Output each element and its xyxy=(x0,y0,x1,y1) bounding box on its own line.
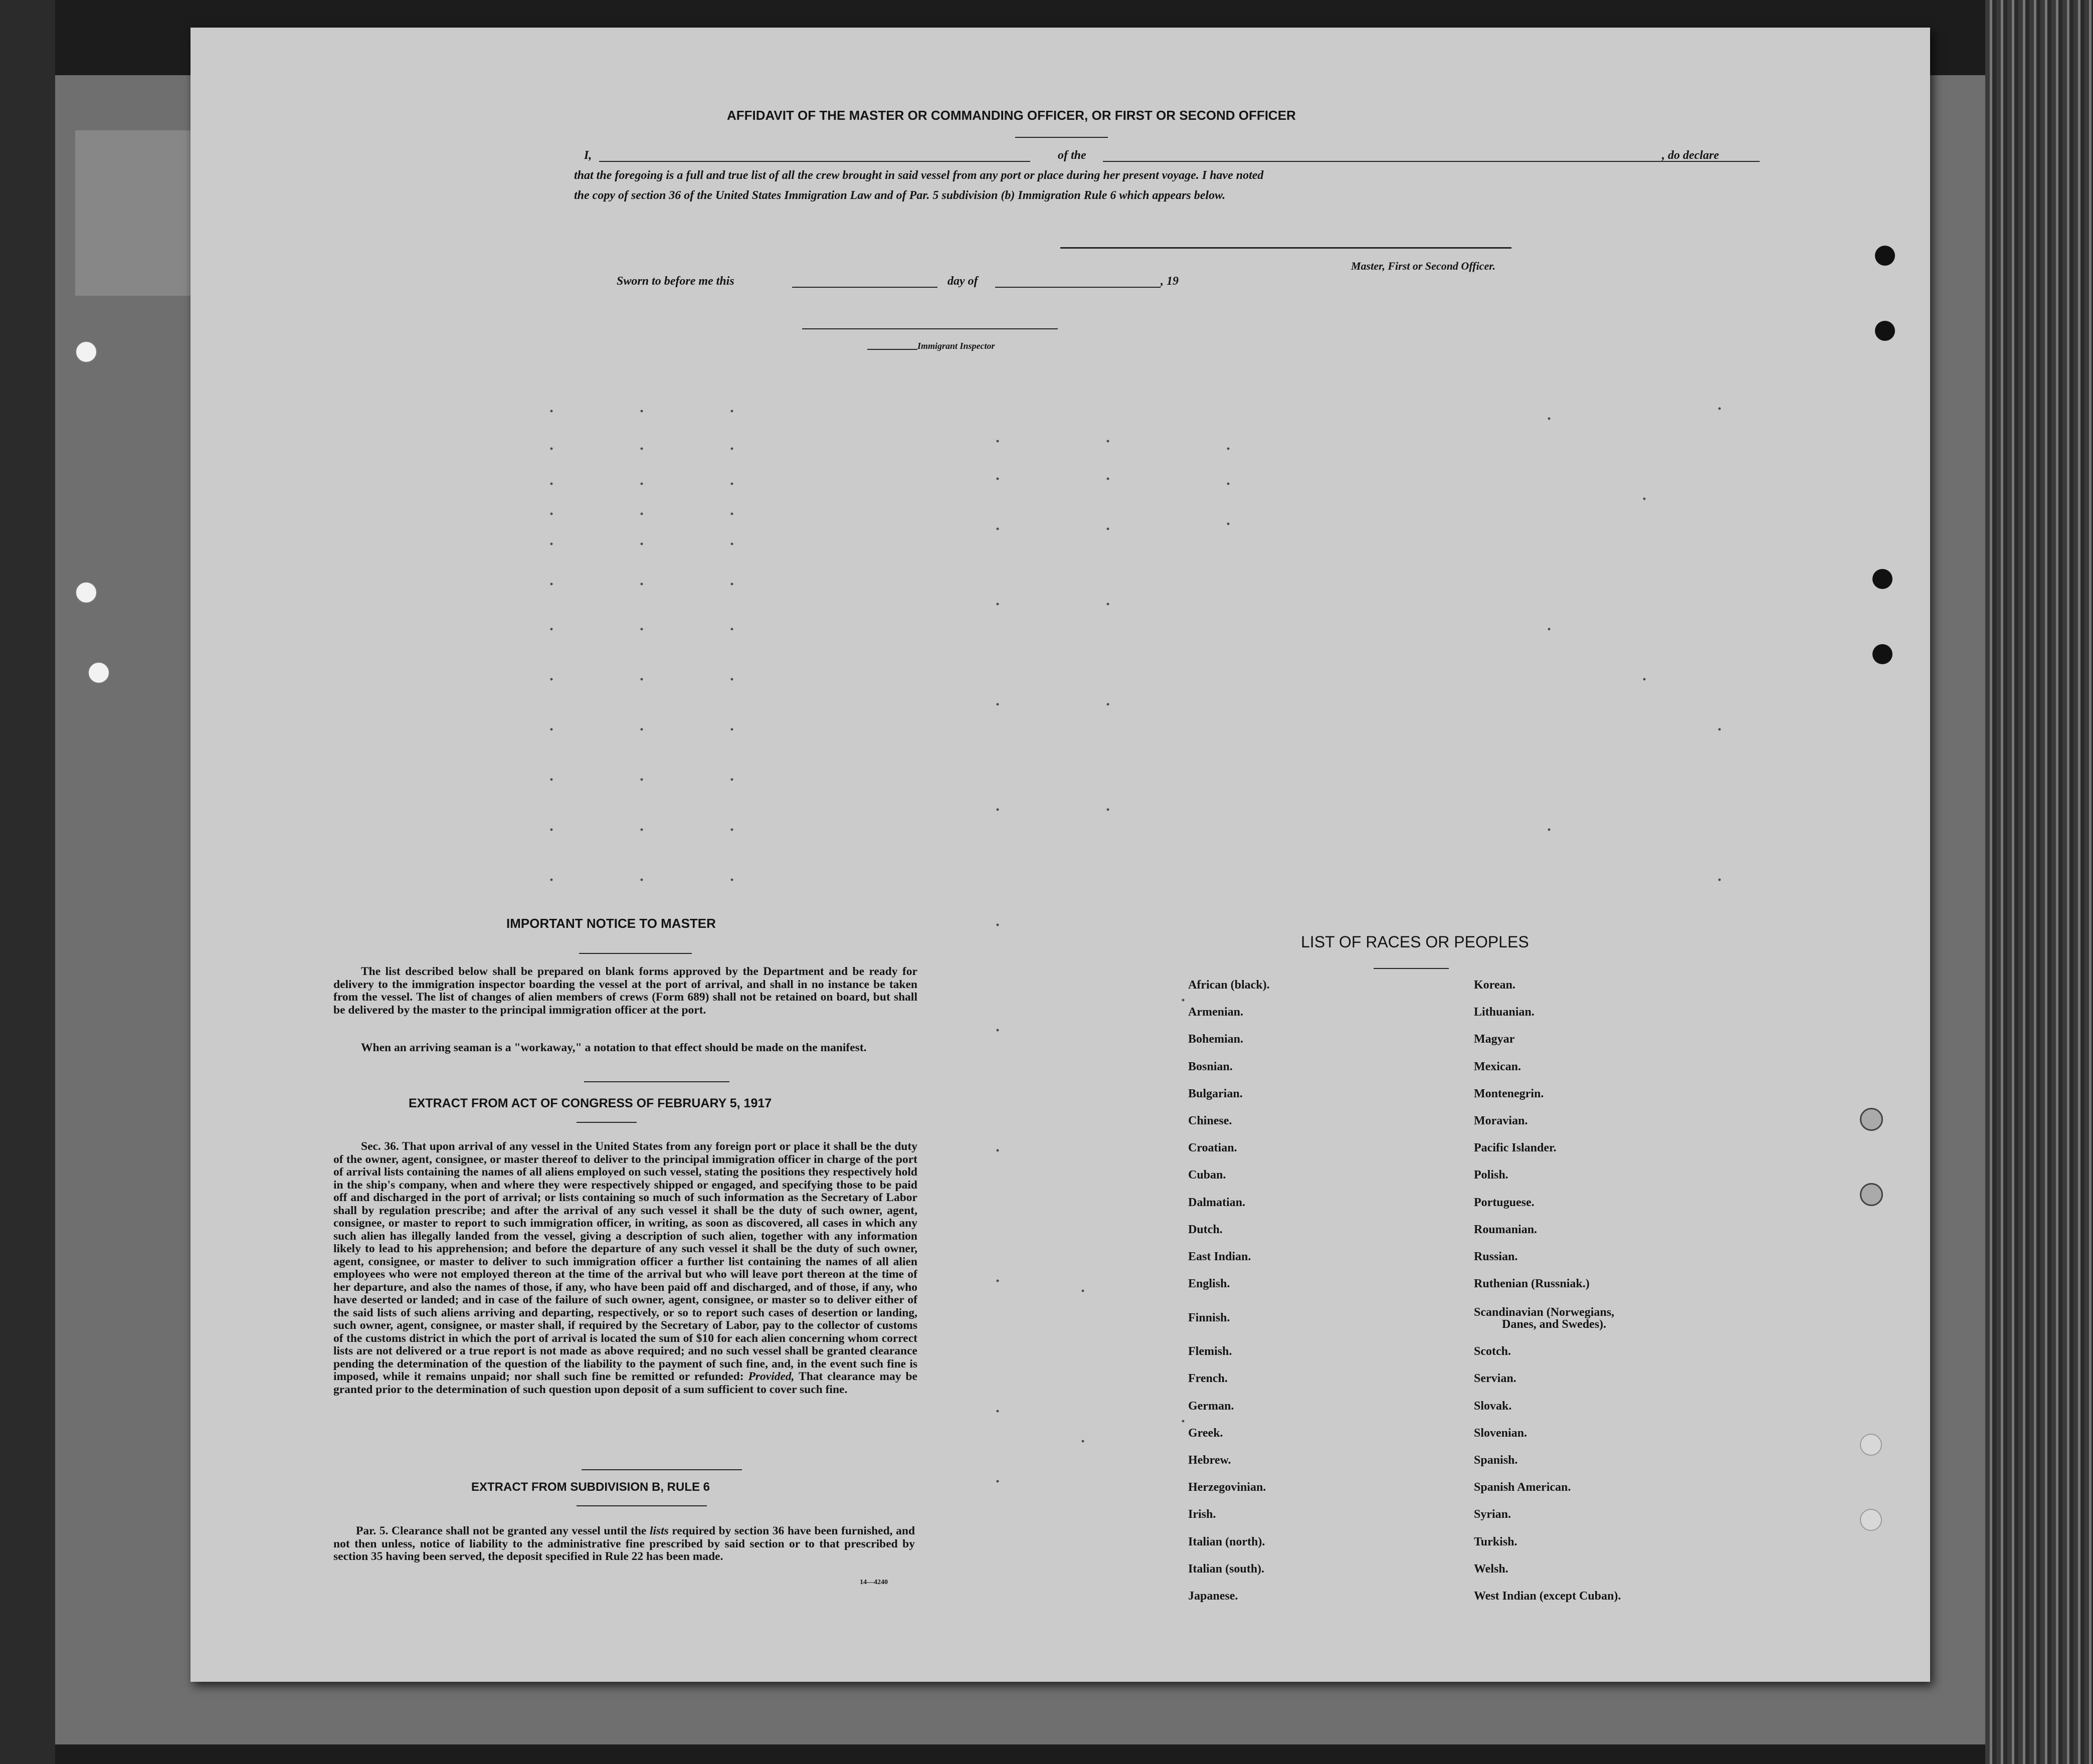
race-item: East Indian. xyxy=(1188,1250,1251,1263)
race-item: German. xyxy=(1188,1399,1234,1413)
notice-paragraph-1: The list described below shall be prepared on blank forms approved by the Department and be ready for delivery to the immigration inspector boarding the vessel at the port of arrival, and shall in no instance be taken from the vessel. The list of changes of alien members of crews (Form 689) shall not be retained on board, but shall be delivered by the master to the principal immigration officer at the port. xyxy=(333,965,917,1017)
left-margin-strip xyxy=(0,0,55,1764)
races-underline xyxy=(1374,968,1449,969)
race-item: Croatian. xyxy=(1188,1141,1237,1155)
act-underline xyxy=(577,1122,637,1123)
race-item: Bulgarian. xyxy=(1188,1087,1243,1100)
affidavit-line-3: the copy of section 36 of the United States Immigration Law and of Par. 5 subdivision (b) Immigration Rule 6 which appears below. xyxy=(574,189,1226,202)
rule-extract-title: EXTRACT FROM SUBDIVISION B, RULE 6 xyxy=(471,1480,710,1494)
race-item: Syrian. xyxy=(1474,1508,1511,1521)
race-item: Magyar xyxy=(1474,1033,1515,1046)
signature-label: Master, First or Second Officer. xyxy=(1351,260,1496,272)
bleed-through-marks xyxy=(191,28,1930,1682)
race-item: Bosnian. xyxy=(1188,1060,1233,1073)
notice-divider xyxy=(584,1081,729,1082)
affidavit-line-mid: of the xyxy=(1058,149,1086,162)
race-item: Finnish. xyxy=(1188,1311,1230,1325)
stacked-page-edges xyxy=(1985,0,2093,1764)
act-extract-title: EXTRACT FROM ACT OF CONGRESS OF FEBRUARY 5, 1917 xyxy=(409,1096,772,1110)
punch-hole xyxy=(75,581,97,604)
races-column-1 xyxy=(1188,978,1270,1617)
race-item: Spanish American. xyxy=(1474,1481,1571,1494)
race-item: Bohemian. xyxy=(1188,1033,1244,1046)
race-item: Servian. xyxy=(1474,1372,1516,1386)
punch-hole xyxy=(75,341,97,363)
race-item: English. xyxy=(1188,1277,1230,1291)
notice-underline xyxy=(579,953,692,954)
race-item: Hebrew. xyxy=(1188,1454,1231,1467)
provided-label: Provided, xyxy=(748,1370,795,1383)
affidavit-line-start: I, xyxy=(584,149,592,162)
section-label: Sec. 36. xyxy=(361,1140,399,1153)
race-item: Japanese. xyxy=(1188,1589,1238,1603)
rule-text-end: required by section 36 have been furnished, and not then unless, notice of liability to the administrative fine prescribed by said section or to that prescribed by section 35 having been served, the deposit specified in Rule 22 has been made. xyxy=(333,1524,915,1563)
race-item: Russian. xyxy=(1474,1250,1518,1263)
race-item: French. xyxy=(1188,1372,1228,1386)
race-item: Roumanian. xyxy=(1474,1223,1538,1236)
affidavit-title: AFFIDAVIT OF THE MASTER OR COMMANDING OFFICER, OR FIRST OR SECOND OFFICER xyxy=(727,108,1296,123)
sworn-end: , 19 xyxy=(1161,275,1179,288)
race-item-scandinavian xyxy=(1474,1304,1621,1345)
race-item: Lithuanian. xyxy=(1474,1006,1535,1019)
race-item: Irish. xyxy=(1188,1508,1216,1521)
race-item-line-1: Scandinavian (Norwegians, xyxy=(1474,1306,1615,1319)
section-body-end: That clearance may be granted prior to the determination of such question upon deposit of a sum sufficient to cover such fine. xyxy=(333,1370,917,1396)
form-number: 14—4240 xyxy=(860,1579,888,1586)
act-divider xyxy=(582,1469,742,1470)
race-item: Mexican. xyxy=(1474,1060,1521,1073)
race-item: Welsh. xyxy=(1474,1562,1508,1576)
race-item: Pacific Islander. xyxy=(1474,1141,1557,1155)
section-body: That upon arrival of any vessel in the United States from any foreign port or place it shall be the duty of the owner, agent, consignee, or master thereof to deliver to the principal immigration officer in charge of the port of arrival lists containing the names of all aliens employed on such vessel, stating the positions they respectively hold in the ship's company, when and where they were respectively shipped or engaged, and specifying those to be paid off and discharged in the port of arrival; or lists containing so much of such information as the Secretary of Labor shall by regulation prescribe; and after the arrival of any such vessel it shall be the duty of such owner, agent, consignee, or master to report to such immigration officer, in writing, as soon as discovered, all cases in which any such alien has illegally landed from the vessel, giving a description of such alien, together with any information likely to lead to his apprehension; and before the departure of any such vessel it shall be the duty of such owner, agent, consignee, or master to deliver to such immigration officer a further list containing the names of all alien employees who were not employed thereon at the time of the arrival but who will leave port thereon at the time of her departure, and also the names of those, if any, who have been paid off and discharged, and of those, if any, who have deserted or landed; and in case of the failure of such owner, agent, consignee, or master so to deliver either of the said lists of such aliens arriving and departing, respectively, or so to report such cases of desertion or landing, such owner, agent, consignee, or master shall, if required by the Secretary of Labor, pay to the collector of customs of the customs district in which the port of arrival is located the sum of $10 for each alien concerning whom correct lists are not delivered or a true report is not made as above required; and no such vessel shall be granted clearance pending the determination of the question of the liability to the payment of such fine, and, in the event such fine is imposed, while it remains unpaid; nor shall such fine be remitted or refunded: xyxy=(333,1140,918,1383)
race-item: Spanish. xyxy=(1474,1454,1518,1467)
race-item: Montenegrin. xyxy=(1474,1087,1544,1100)
race-item: Herzegovinian. xyxy=(1188,1481,1266,1494)
affidavit-line-end: , do declare xyxy=(1662,149,1719,162)
race-item: Greek. xyxy=(1188,1426,1223,1440)
rule-text-lists: lists xyxy=(649,1524,669,1537)
inspector-label: Immigrant Inspector xyxy=(917,341,995,351)
race-item: Slovenian. xyxy=(1474,1426,1528,1440)
form-page xyxy=(191,28,1930,1682)
race-item: Turkish. xyxy=(1474,1535,1517,1548)
race-item: Italian (south). xyxy=(1188,1562,1265,1576)
race-item: Moravian. xyxy=(1474,1114,1528,1127)
race-item: Dutch. xyxy=(1188,1223,1223,1236)
attached-slip xyxy=(75,130,196,296)
race-item: Ruthenian (Russniak.) xyxy=(1474,1277,1590,1291)
sworn-start: Sworn to before me this xyxy=(617,275,734,288)
races-title: LIST OF RACES OR PEOPLES xyxy=(1301,933,1529,951)
races-column-2 xyxy=(1474,978,1621,1617)
race-item: Flemish. xyxy=(1188,1345,1232,1358)
race-item: Chinese. xyxy=(1188,1114,1232,1127)
race-item: Dalmatian. xyxy=(1188,1196,1245,1209)
notice-title: IMPORTANT NOTICE TO MASTER xyxy=(506,916,716,931)
punch-hole xyxy=(88,662,110,684)
race-item: West Indian (except Cuban). xyxy=(1474,1589,1621,1603)
sworn-mid: day of xyxy=(947,275,978,288)
race-item: Polish. xyxy=(1474,1168,1508,1182)
notice-paragraph-2: When an arriving seaman is a "workaway," a notation to that effect should be made on the manifest. xyxy=(361,1041,867,1054)
race-item: Scotch. xyxy=(1474,1345,1511,1358)
affidavit-line-2: that the foregoing is a full and true list of all the crew brought in said vessel from any port or place during her present voyage. I have noted xyxy=(574,169,1264,182)
rule-text-start: Par. 5. Clearance shall not be granted any vessel until the xyxy=(356,1524,647,1537)
race-item: Cuban. xyxy=(1188,1168,1226,1182)
act-extract-text xyxy=(333,1140,917,1396)
rule-extract-text xyxy=(333,1525,915,1563)
race-item: African (black). xyxy=(1188,978,1270,992)
race-item-line-2: Danes, and Swedes). xyxy=(1502,1318,1607,1331)
race-item: Italian (north). xyxy=(1188,1535,1265,1548)
race-item: Portuguese. xyxy=(1474,1196,1535,1209)
race-item: Armenian. xyxy=(1188,1006,1243,1019)
rule-underline xyxy=(577,1505,707,1506)
race-item: Korean. xyxy=(1474,978,1515,992)
race-item: Slovak. xyxy=(1474,1399,1512,1413)
